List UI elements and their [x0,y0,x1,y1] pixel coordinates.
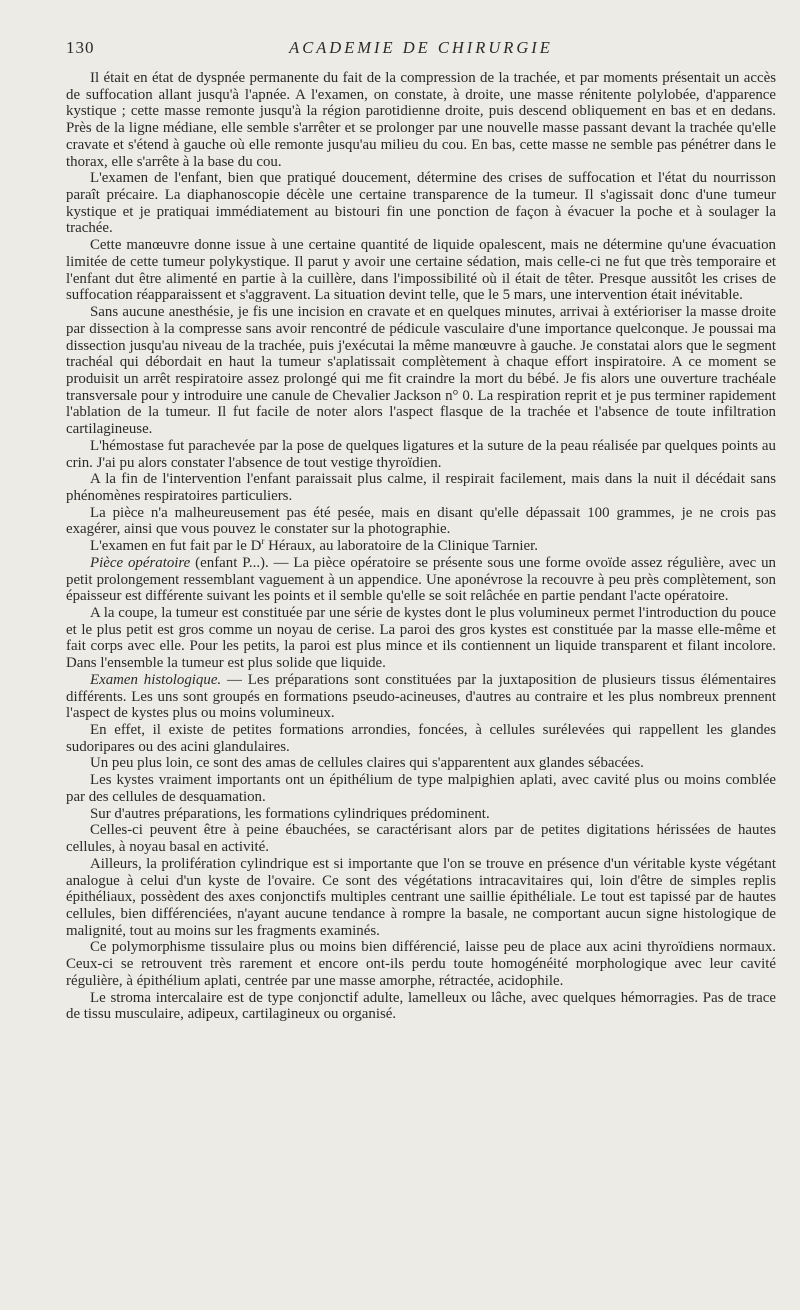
paragraph-text: (enfant P...). — La pièce opératoire se présente sous une forme ovoïde assez régulière, avec un petit prolongement ressemblant vaguement à un appendice. Une aponévrose la recouvre à peu près complètement, son épaisseur est différente suivant les points et il semble qu'elle se soit relâchée en partie pendant l'acte opératoire. [66,554,777,605]
paragraph: Le stroma intercalaire est de type conjonctif adulte, lamelleux ou lâche, avec quelques hémorragies. Pas de trace de tissu musculaire, adipeux, cartilagineux ou organisé. [66,989,776,1023]
page-number: 130 [66,38,95,57]
paragraph: En effet, il existe de petites formations arrondies, foncées, à cellules surélevées qui rappellent les glandes sudoripares ou des acini glandulaires. [66,722,776,755]
paragraph-text: Héraux, au laboratoire de la Clinique Tarnier. [264,538,539,555]
page-header [66,38,776,58]
paragraph-text: — Les préparations sont constituées par la juxtaposition de plusieurs tissus élémentaires différents. Les uns sont groupés en formations pseudo-acineuses, d'autres au contraire et les plus nombreux prennent l'aspect de kystes plus ou moins volumineux. [66,671,776,722]
paragraph: Ailleurs, la prolifération cylindrique est si importante que l'on se trouve en présence d'un véritable kyste végétant analogue à celui d'un kyste de l'ovaire. Ce sont des végétations intracavitaires qui, loin d'être de simples replis épithéliaux, possèdent des axes conjonctifs multiples centrant une saillie épithéliale. Le tout est tapissé par de hautes cellules, bien différenciées, n'ayant aucune tendance à rompre la basale, ne comportant aucun signe histologique de malignité, tout au moins sur les fragments examinés. [66,855,776,939]
running-title: ACADEMIE DE CHIRURGIE [289,38,553,57]
paragraph: Un peu plus loin, ce sont des amas de cellules claires qui s'apparentent aux glandes sébacées. [90,755,644,772]
paragraph: L'examen de l'enfant, bien que pratiqué doucement, détermine des crises de suffocation et l'état du nourrisson paraît précaire. La diaphanoscopie décèle une certaine transparence de la tumeur. Il s'agissait donc d'une tumeur kystique et je pratiquai immédiatement au bistouri fin une ponction de façon à évacuer la poche et à soulager la trachée. [66,170,776,237]
paragraph: Ce polymorphisme tissulaire plus ou moins bien différencié, laisse peu de place aux acini thyroïdiens normaux. Ceux-ci se retrouvent très rarement et encore ont-ils perdu toute homogénéité morphologique avec leur cavité régulière, à épithélium aplati, centrée par une masse amorphe, rétractée, acidophile. [66,939,776,989]
paragraph: La pièce n'a malheureusement pas été pesée, mais en disant qu'elle dépassait 100 grammes, je ne crois pas exagérer, ainsi que vous pouvez le constater sur la photographie. [66,504,776,538]
section-lead: Examen histologique. [90,671,222,688]
paragraph [66,555,776,605]
paragraph: Les kystes vraiment importants ont un épithélium de type malpighien aplati, avec cavité plus ou moins comblée par des cellules de desquamation. [66,772,776,805]
paragraph: Sur d'autres préparations, les formations cylindriques prédominent. [90,805,490,822]
paragraph: L'hémostase fut parachevée par la pose de quelques ligatures et la suture de la peau réalisée par quelques points au crin. J'ai pu alors constater l'absence de tout vestige thyroïdien. [66,437,776,471]
paragraph: A la coupe, la tumeur est constituée par une série de kystes dont le plus volumineux permet l'introduction du pouce et le plus petit est gros comme un noyau de cerise. La paroi des gros kystes est constituée par la masse elle-même et fait corps avec elle. Pour les petits, la paroi est plus mince et ils contiennent un liquide transparent et filant incolore. Dans l'ensemble la tumeur est plus solide que liquide. [66,605,776,672]
section-lead: Pièce opératoire [90,554,191,571]
paragraph [66,538,776,555]
paragraph [66,672,776,722]
paragraph: A la fin de l'intervention l'enfant paraissait plus calme, il respirait facilement, mais dans la nuit il décédait sans phénomènes respiratoires particuliers. [66,471,776,504]
paragraph: Sans aucune anesthésie, je fis une incision en cravate et en quelques minutes, arrivai à extérioriser la masse droite par dissection à la compresse sans avoir rencontré de pédicule vasculaire d'une importance quelconque. Je poussai ma dissection jusqu'au niveau de la trachée, puis j'exécutai la même manœuvre à gauche. Je constatai alors que le segment trachéal qui débordait en haut la tumeur s'aplatissait complètement à chaque effort inspiratoire. A ce moment se produisit un arrêt respiratoire assez prolongé qui me fit craindre la mort du bébé. Je fis alors une ouverture trachéale transversale pour y introduire une canule de Chevalier Jackson n° 0. La respiration reprit et je pus terminer rapidement l'ablation de la tumeur. Il fut facile de noter alors l'aspect flasque de la trachée et l'absence de toute infiltration cartilagineuse. [66,304,776,438]
title-abbreviation: r [261,536,265,547]
article-body [66,70,776,1023]
paragraph: Cette manœuvre donne issue à une certaine quantité de liquide opalescent, mais ne détermine qu'une évacuation limitée de cette tumeur polykystique. Il parut y avoir une certaine sédation, mais celle-ci ne fut que très temporaire et l'enfant dut être alimenté en partie à la cuillère, dans l'impossibilité où il était de têter. Presque aussitôt les crises de suffocation réapparaissent et s'aggravent. La situation devint telle, que le 5 mars, une intervention était inévitable. [66,237,776,304]
paragraph: Celles-ci peuvent être à peine ébauchées, se caractérisant alors par de petites digitations hérissées de hautes cellules, à noyau basal en activité. [66,822,776,856]
paragraph-text: L'examen en fut fait par le D [90,538,262,555]
paragraph: Il était en état de dyspnée permanente du fait de la compression de la trachée, et par moments présentait un accès de suffocation allant jusqu'à l'apnée. A l'examen, on constate, à droite, une masse rénitente polylobée, d'apparence kystique ; cette masse remonte jusqu'à la région parotidienne droite, puis descend obliquement en bas et en dedans. Près de la ligne médiane, elle semble s'arrêter et se prolonger par une nouvelle masse passant devant la trachée qu'elle cravate et s'étend à gauche où elle remonte jusqu'au milieu du cou. En bas, cette masse ne semble pas pénétrer dans le thorax, elle s'arrête à la base du cou. [66,70,776,170]
